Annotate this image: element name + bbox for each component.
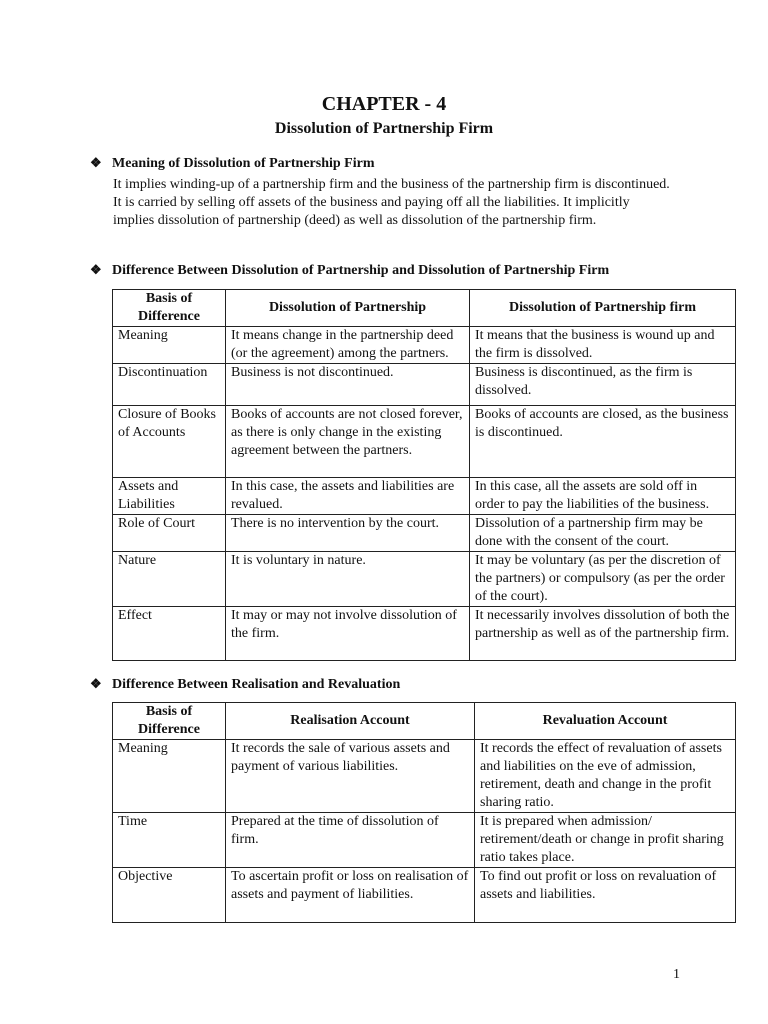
- table-cell: To ascertain profit or loss on realisation of assets and payment of liabilities.: [226, 868, 475, 923]
- section-heading-text: Meaning of Dissolution of Partnership Firm: [112, 156, 375, 171]
- section-heading-meaning: [90, 155, 375, 172]
- table-cell: Discontinuation: [113, 364, 226, 406]
- table-row: [113, 364, 736, 406]
- table-cell: It necessarily involves dissolution of both the partnership as well as of the partnership firm.: [470, 607, 736, 661]
- table-cell: Objective: [113, 868, 226, 923]
- table-row: [113, 552, 736, 607]
- diamond-bullet-icon: ❖: [90, 155, 102, 170]
- table-row: [113, 607, 736, 661]
- table-cell: Books of accounts are closed, as the business is discontinued.: [470, 406, 736, 478]
- table-cell: Business is discontinued, as the firm is dissolved.: [470, 364, 736, 406]
- section-heading-difference-2: [90, 676, 400, 693]
- table-header-row: [113, 290, 736, 327]
- table-cell: Books of accounts are not closed forever, as there is only change in the existing agreement between the partners.: [226, 406, 470, 478]
- table-cell: It is voluntary in nature.: [226, 552, 470, 607]
- table-header-row: [113, 703, 736, 740]
- dissolution-difference-table: [112, 289, 736, 661]
- table-cell: Meaning: [113, 327, 226, 364]
- table-row: [113, 868, 736, 923]
- table-cell: It is prepared when admission/ retirement/death or change in profit sharing ratio takes place.: [475, 813, 736, 868]
- table-cell: There is no intervention by the court.: [226, 515, 470, 552]
- table-row: [113, 515, 736, 552]
- table-row: [113, 478, 736, 515]
- table-row: [113, 327, 736, 364]
- column-header: Realisation Account: [226, 703, 475, 740]
- chapter-subtitle: Dissolution of Partnership Firm: [274, 120, 494, 137]
- chapter-title: CHAPTER - 4: [321, 93, 447, 115]
- realisation-revaluation-table: [112, 702, 736, 923]
- column-header: Basis of Difference: [113, 703, 226, 740]
- table-row: [113, 813, 736, 868]
- diamond-bullet-icon: ❖: [90, 676, 102, 691]
- column-header: Basis of Difference: [113, 290, 226, 327]
- table-cell: Business is not discontinued.: [226, 364, 470, 406]
- table-cell: In this case, the assets and liabilities are revalued.: [226, 478, 470, 515]
- table-cell: Prepared at the time of dissolution of firm.: [226, 813, 475, 868]
- section-heading-difference-1: [90, 262, 609, 279]
- meaning-paragraph: It implies winding-up of a partnership firm and the business of the partnership firm is discontinued. It is carried by selling off assets of the business and paying off all the liabilities. It implicitly implies dissolution of partnership (deed) as well as dissolution of the partnership firm.: [113, 177, 670, 228]
- table-cell: Meaning: [113, 740, 226, 813]
- table-cell: To find out profit or loss on revaluation of assets and liabilities.: [475, 868, 736, 923]
- section-heading-text: Difference Between Dissolution of Partnership and Dissolution of Partnership Firm: [112, 263, 610, 278]
- table-cell: It records the effect of revaluation of assets and liabilities on the eve of admission, retirement, death and change in the profit sharing ratio.: [475, 740, 736, 813]
- table-cell: Effect: [113, 607, 226, 661]
- diamond-bullet-icon: ❖: [90, 262, 102, 277]
- table-cell: Closure of Books of Accounts: [113, 406, 226, 478]
- table-cell: It means that the business is wound up and the firm is dissolved.: [470, 327, 736, 364]
- column-header: Dissolution of Partnership firm: [470, 290, 736, 327]
- table-cell: In this case, all the assets are sold off in order to pay the liabilities of the business.: [470, 478, 736, 515]
- page-number: 1: [673, 967, 680, 982]
- column-header: Revaluation Account: [475, 703, 736, 740]
- table-cell: It may be voluntary (as per the discretion of the partners) or compulsory (as per the order of the court).: [470, 552, 736, 607]
- table-cell: Time: [113, 813, 226, 868]
- table-cell: Nature: [113, 552, 226, 607]
- table-row: [113, 740, 736, 813]
- table-cell: It means change in the partnership deed (or the agreement) among the partners.: [226, 327, 470, 364]
- column-header: Dissolution of Partnership: [226, 290, 470, 327]
- table-cell: Role of Court: [113, 515, 226, 552]
- table-cell: Dissolution of a partnership firm may be done with the consent of the court.: [470, 515, 736, 552]
- table-cell: It may or may not involve dissolution of the firm.: [226, 607, 470, 661]
- table-row: [113, 406, 736, 478]
- table-cell: Assets and Liabilities: [113, 478, 226, 515]
- section-heading-text: Difference Between Realisation and Revaluation: [112, 677, 401, 692]
- table-cell: It records the sale of various assets and payment of various liabilities.: [226, 740, 475, 813]
